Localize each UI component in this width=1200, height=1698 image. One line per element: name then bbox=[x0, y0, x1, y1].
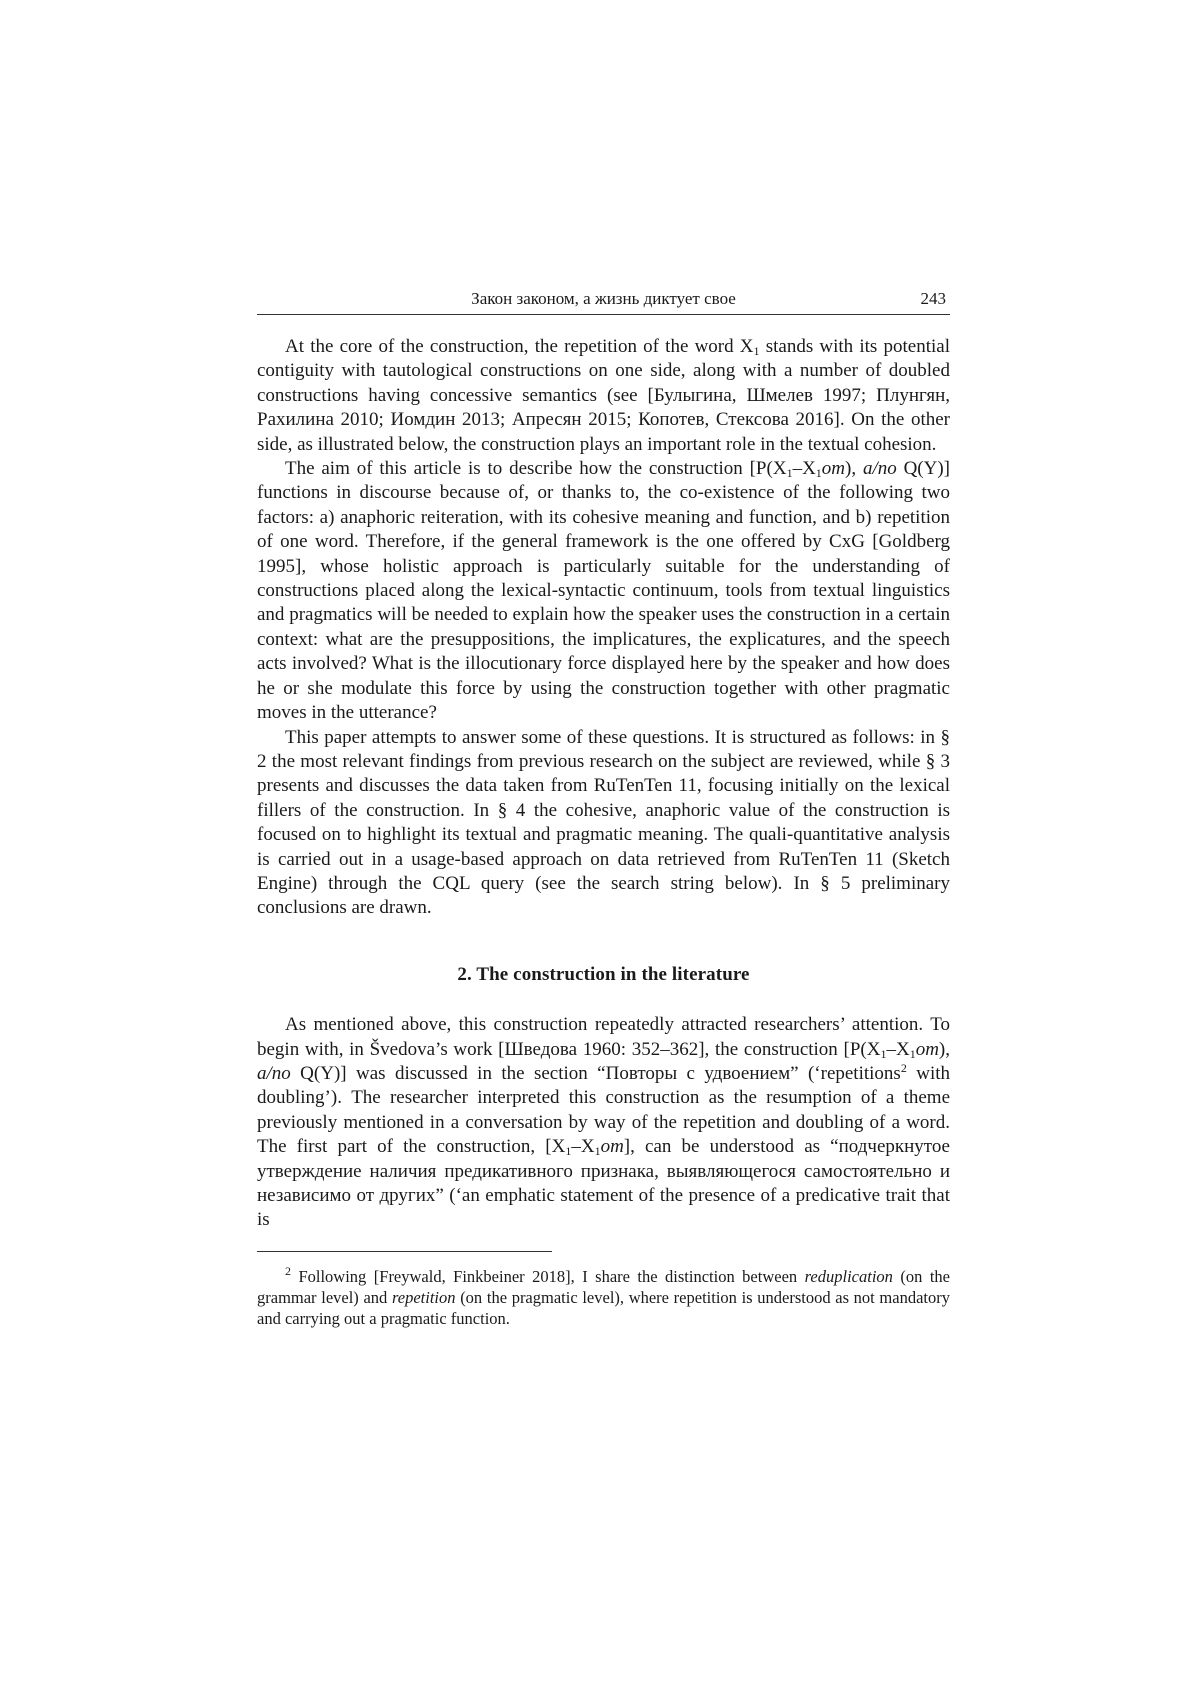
paragraph-1 bbox=[257, 335, 950, 457]
text-run: As mentioned above, this construction repeatedly attracted researchers’ attention. To begin with, in Švedova’s work [Шведова 1960: 352–362], the construction [P(X bbox=[257, 1014, 950, 1060]
paragraph-2 bbox=[257, 457, 950, 725]
text-run: –X bbox=[571, 1136, 595, 1158]
document-page bbox=[257, 286, 950, 1329]
italic-run: a/no bbox=[257, 1062, 291, 1084]
paragraph-4 bbox=[257, 1013, 950, 1233]
text-run: stands with its potential contiguity with tautological constructions on one side, along with a number of doubled constructions having concessive semantics (see [Булыгина, Шмелев 1997; Плунгян, Рахилина 2010; Иомдин 2013; Апресян 2015; Копотев, Стексова 2016]. On the other side, as illustrated below, the construction plays an important role in the textual cohesion. bbox=[257, 336, 950, 455]
italic-run: repetition bbox=[391, 1287, 456, 1307]
body-text bbox=[257, 335, 950, 1233]
text-run: Following [Freywald, Finkbeiner 2018], I share the distinction between bbox=[291, 1266, 805, 1286]
text-run: (on the pragmatic level), where repetition is understood as not mandatory and carrying out a pragmatic function. bbox=[257, 1287, 950, 1328]
text-run: –X bbox=[792, 458, 816, 480]
italic-run: om bbox=[600, 1136, 624, 1158]
text-run: ), bbox=[938, 1038, 950, 1060]
text-run: At the core of the construction, the repetition of the word X bbox=[285, 336, 754, 357]
text-run: with doubling’). The researcher interpreted this construction as the resumption of a theme previously mentioned in a conversation by way of the repetition and doubling of a word. The first part of the construction, [X bbox=[257, 1062, 951, 1158]
paragraph-3: This paper attempts to answer some of these questions. It is structured as follows: in § 2 the most relevant findings from previous research on the subject are reviewed, while § 3 presents and discusses the data taken from RuTenTen 11, focusing initially on the lexical fillers of the construction. In § 4 the cohesive, anaphoric value of the construction is focused on to highlight its textual and pragmatic meaning. The quali-quantitative analysis is carried out in a usage-based approach on data retrieved from RuTenTen 11 (Sketch Engine) through the CQL query (see the search string below). In § 5 preliminary conclusions are drawn. bbox=[257, 726, 950, 919]
italic-run: a/no bbox=[862, 458, 897, 480]
subscript: 1 bbox=[880, 1046, 887, 1061]
text-run: The aim of this article is to describe how the construction [P(X bbox=[285, 458, 787, 480]
italic-run: reduplication bbox=[804, 1266, 893, 1286]
text-run: Q(Y)] functions in discourse because of, or thanks to, the co-existence of the following two factors: a) anaphoric reiteration, with its cohesive meaning and function, and b) repetition of one word. Therefore, if the general framework is the one offered by CxG [Goldberg 1995], whose holistic approach is particularly suitable for the understanding of constructions placed along the lexical-syntactic continuum, tools from textual linguistics and pragmatics will be needed to explain how the speaker uses the construction in a certain context: what are the presuppositions, the implicatures, the explicatures, and the speech acts involved? What is the illocutionary force displayed here by the speaker and how does he or she modulate this force by using the construction together with other pragmatic moves in the utterance? bbox=[257, 458, 950, 724]
footnote-divider bbox=[257, 1251, 552, 1252]
subscript: 1 bbox=[753, 344, 760, 358]
subscript: 1 bbox=[594, 1144, 601, 1159]
italic-run: om bbox=[915, 1038, 939, 1060]
footnote-reference[interactable]: 2 bbox=[900, 1060, 907, 1075]
text-run: Q(Y)] was discussed in the section “Повторы с удвоением” (‘repetitions bbox=[290, 1062, 901, 1084]
page-number: 243 bbox=[920, 289, 946, 308]
text-run: ), bbox=[845, 458, 863, 480]
running-title: Закон законом, а жизнь диктует свое bbox=[471, 289, 736, 308]
footnote-marker: 2 bbox=[285, 1263, 291, 1278]
text-run: –X bbox=[886, 1038, 910, 1060]
text-run: (on the grammar level) and bbox=[257, 1266, 950, 1307]
subscript: 1 bbox=[909, 1046, 916, 1061]
subscript: 1 bbox=[565, 1144, 572, 1159]
subscript: 1 bbox=[815, 466, 822, 481]
italic-run: om bbox=[821, 458, 846, 480]
text-run: ], can be understood as “подчеркнутое утверждение наличия предикативного признака, выявляющегося самостоятельно и независимо от других” (‘an emphatic statement of the presence of a predicative trait that is bbox=[257, 1136, 950, 1231]
subscript: 1 bbox=[786, 466, 793, 481]
running-header bbox=[257, 286, 950, 315]
section-heading: 2. The construction in the literature bbox=[457, 963, 750, 985]
footnote-2 bbox=[257, 1263, 950, 1329]
